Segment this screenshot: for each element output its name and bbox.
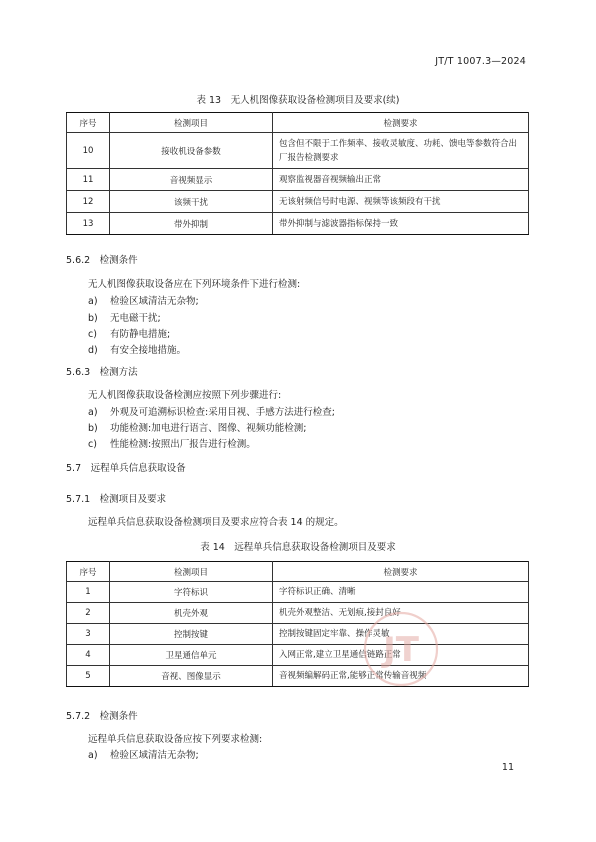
list-item	[88, 436, 256, 450]
row-req: 带外抑制与滤波器指标保持一致	[273, 213, 529, 235]
list-text: 有安全接地措施。	[110, 345, 187, 356]
row-item: 音视频显示	[110, 169, 273, 191]
list-item	[88, 293, 199, 307]
table14-header-row	[67, 562, 529, 582]
table-row	[67, 666, 529, 687]
table14	[66, 561, 529, 687]
page-number: 11	[501, 762, 514, 773]
table13-header-row	[67, 113, 529, 133]
row-item: 该频干扰	[110, 191, 273, 213]
list-label: a)	[88, 296, 98, 307]
table-row	[67, 582, 529, 603]
row-item: 卫星通信单元	[110, 645, 273, 666]
section-5-6-2-intro: 无人机图像获取设备应在下列环境条件下进行检测:	[88, 279, 301, 290]
row-no: 5	[67, 666, 110, 687]
table-row	[67, 133, 529, 169]
row-item: 接收机设备参数	[110, 133, 273, 169]
list-item	[88, 342, 186, 356]
list-text: 功能检测:加电进行语言、图像、视频功能检测;	[110, 423, 307, 434]
row-req: 机壳外观整洁、无划痕,接封良好	[273, 603, 529, 624]
table13	[66, 112, 529, 235]
row-no: 13	[67, 213, 110, 235]
list-item	[88, 404, 335, 418]
table-row	[67, 213, 529, 235]
list-label: c)	[88, 439, 97, 450]
table-row	[67, 645, 529, 666]
table13-caption: 表 13 无人机图像获取设备检测项目及要求(续)	[196, 95, 400, 106]
list-text: 无电磁干扰;	[110, 313, 161, 324]
row-req: 字符标识正确、清晰	[273, 582, 529, 603]
row-item: 字符标识	[110, 582, 273, 603]
section-5-7-1-intro: 远程单兵信息获取设备检测项目及要求应符合表 14 的规定。	[88, 517, 344, 528]
list-item	[88, 420, 306, 434]
row-req: 音视频编解码正常,能够正常传输音视频	[273, 666, 529, 687]
section-5-6-3-intro: 无人机图像获取设备检测应按照下列步骤进行:	[88, 390, 282, 401]
table14-caption: 表 14 远程单兵信息获取设备检测项目及要求	[200, 542, 396, 553]
list-label: b)	[88, 423, 98, 434]
svg-text:JT: JT	[383, 630, 419, 670]
table-row	[67, 603, 529, 624]
table13-header-req: 检测要求	[273, 113, 529, 133]
list-text: 有防静电措施;	[110, 329, 171, 340]
list-label: d)	[88, 345, 98, 356]
row-req: 控制按键固定牢靠、操作灵敏	[273, 624, 529, 645]
section-5-6-2-heading: 5.6.2 检测条件	[66, 255, 138, 266]
section-5-7-2-intro: 远程单兵信息获取设备应按下列要求检测:	[88, 734, 263, 745]
table14-header-no: 序号	[67, 562, 110, 582]
row-item: 控制按键	[110, 624, 273, 645]
table13-header-item: 检测项目	[110, 113, 273, 133]
list-item	[88, 326, 170, 340]
row-no: 1	[67, 582, 110, 603]
row-no: 11	[67, 169, 110, 191]
table13-header-no: 序号	[67, 113, 110, 133]
list-text: 性能检测:按照出厂报告进行检测。	[110, 439, 256, 450]
section-5-7-1-heading: 5.7.1 检测项目及要求	[66, 494, 167, 505]
table14-header-item: 检测项目	[110, 562, 273, 582]
row-no: 3	[67, 624, 110, 645]
table-row	[67, 191, 529, 213]
table-row	[67, 169, 529, 191]
list-label: a)	[88, 750, 98, 761]
section-5-6-3-heading: 5.6.3 检测方法	[66, 367, 138, 378]
section-5-7-2-heading: 5.7.2 检测条件	[66, 711, 138, 722]
row-no: 2	[67, 603, 110, 624]
row-item: 带外抑制	[110, 213, 273, 235]
list-label: c)	[88, 329, 97, 340]
row-no: 10	[67, 133, 110, 169]
row-no: 4	[67, 645, 110, 666]
row-item: 机壳外观	[110, 603, 273, 624]
jt-watermark-stamp	[362, 610, 440, 688]
list-text: 检验区域清洁无杂物;	[110, 296, 199, 307]
row-no: 12	[67, 191, 110, 213]
section-5-7-heading: 5.7 远程单兵信息获取设备	[66, 463, 186, 474]
table14-header-req: 检测要求	[273, 562, 529, 582]
list-text: 检验区域清洁无杂物;	[110, 750, 199, 761]
row-req: 入网正常,建立卫星通信链路正常	[273, 645, 529, 666]
row-req: 包含但不限于工作频率、接收灵敏度、功耗、馈电等参数符合出厂报告检测要求	[273, 133, 529, 169]
row-req: 无该射频信号时电源、视频等该频段有干扰	[273, 191, 529, 213]
list-text: 外观及可追溯标识检查:采用目视、手感方法进行检查;	[110, 407, 335, 418]
row-item: 音视、图像显示	[110, 666, 273, 687]
list-label: b)	[88, 313, 98, 324]
list-item	[88, 310, 161, 324]
standard-code: JT/T 1007.3—2024	[435, 56, 526, 67]
row-req: 观察监视器音视频输出正常	[273, 169, 529, 191]
table-row	[67, 624, 529, 645]
list-item	[88, 747, 199, 761]
list-label: a)	[88, 407, 98, 418]
